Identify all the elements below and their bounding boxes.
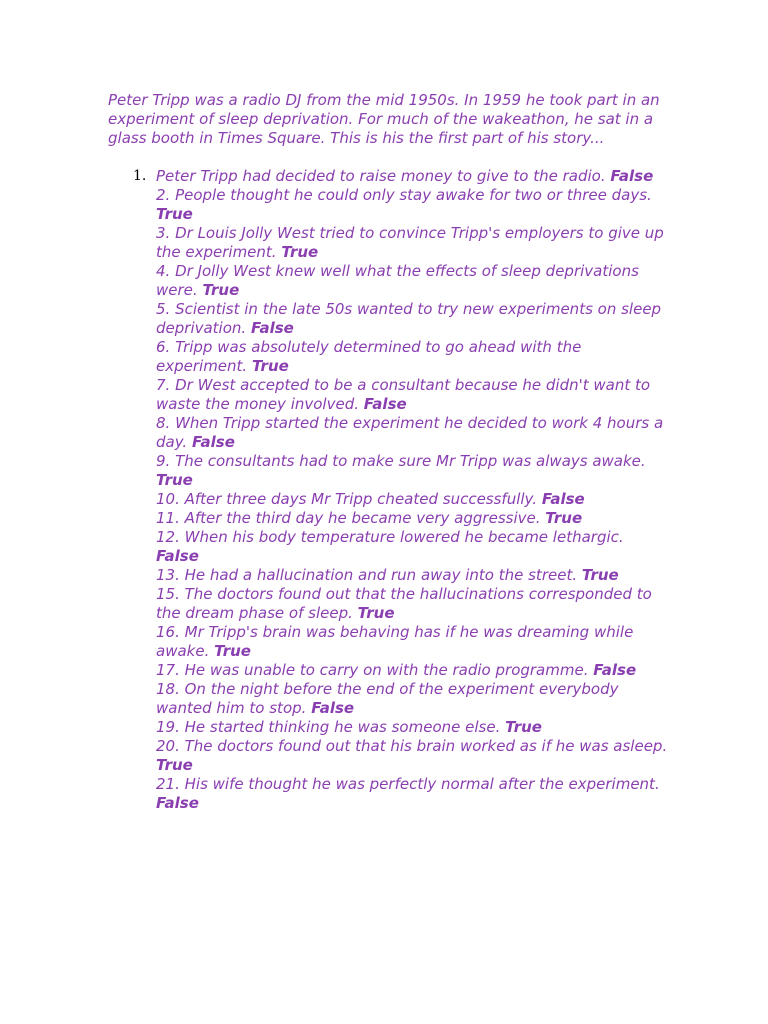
statement-text: Peter Tripp had decided to raise money to give to the radio.	[156, 167, 606, 185]
list-marker: 1.	[133, 168, 147, 184]
statement-answer: False	[541, 490, 585, 508]
statement-text: 17. He was unable to carry on with the radio programme.	[156, 661, 589, 679]
statement-item	[156, 376, 668, 414]
statement-item	[156, 737, 668, 775]
statement-item	[156, 490, 668, 509]
statement-answer: True	[281, 243, 319, 261]
statement-answer: True	[202, 281, 240, 299]
statement-item	[156, 623, 668, 661]
statement-text: 8. When Tripp started the experiment he decided to work 4 hours a day.	[156, 414, 664, 451]
statement-answer: True	[505, 718, 542, 736]
statement-answer: False	[363, 395, 407, 413]
statement-text: 10. After three days Mr Tripp cheated successfully.	[156, 490, 538, 508]
statement-text: 5. Scientist in the late 50s wanted to try new experiments on sleep deprivation.	[156, 300, 662, 337]
statement-list	[108, 167, 668, 813]
statement-item	[156, 300, 668, 338]
statement-answer: False	[156, 547, 199, 565]
statement-answer: False	[250, 319, 294, 337]
statement-answer: True	[156, 471, 193, 489]
statement-answer: False	[191, 433, 235, 451]
statement-text: 2. People thought he could only stay awake for two or three days.	[156, 186, 652, 204]
statement-text: 19. He started thinking he was someone else.	[156, 718, 501, 736]
statement-answer: True	[156, 205, 193, 223]
statement-text: 6. Tripp was absolutely determined to go ahead with the experiment.	[156, 338, 582, 375]
statement-text: 13. He had a hallucination and run away into the street.	[156, 566, 578, 584]
statement-item	[156, 509, 668, 528]
statement-text: 21. His wife thought he was perfectly normal after the experiment.	[156, 775, 660, 793]
statement-answer: False	[311, 699, 355, 717]
statement-text: 18. On the night before the end of the experiment everybody wanted him to stop.	[156, 680, 619, 717]
statement-item	[156, 718, 668, 737]
statement-item	[156, 452, 668, 490]
statement-item	[156, 775, 668, 813]
statement-item	[156, 167, 668, 186]
statement-text: 3. Dr Louis Jolly West tried to convince Tripp's employers to give up the experiment.	[156, 224, 664, 261]
statement-answer: False	[610, 167, 654, 185]
document-page	[108, 91, 668, 813]
statement-answer: True	[545, 509, 583, 527]
statement-answer: False	[593, 661, 637, 679]
statement-item	[156, 262, 668, 300]
statement-item	[156, 528, 668, 566]
statement-item	[156, 680, 668, 718]
intro-paragraph: Peter Tripp was a radio DJ from the mid 1950s. In 1959 he took part in an experiment of sleep deprivation. For much of the wakeathon, he sat in a glass booth in Times Square. This is his the first part of his story...	[108, 91, 660, 147]
statement-answer: True	[214, 642, 251, 660]
statement-text: 9. The consultants had to make sure Mr Tripp was always awake.	[156, 452, 646, 470]
statement-item	[156, 224, 668, 262]
statement-text: 4. Dr Jolly West knew well what the effects of sleep deprivations were.	[156, 262, 639, 299]
statement-text: 12. When his body temperature lowered he became lethargic.	[156, 528, 624, 546]
statement-text: 11. After the third day he became very aggressive.	[156, 509, 541, 527]
statement-item	[156, 186, 668, 224]
statement-text: 7. Dr West accepted to be a consultant because he didn't want to waste the money involved.	[156, 376, 651, 413]
statement-text: 20. The doctors found out that his brain worked as if he was asleep.	[156, 737, 668, 755]
statement-answer: True	[581, 566, 619, 584]
statement-items	[156, 167, 668, 813]
statement-item	[156, 338, 668, 376]
statement-text: 16. Mr Tripp's brain was behaving has if he was dreaming while awake.	[156, 623, 634, 660]
statement-answer: True	[251, 357, 289, 375]
statement-item	[156, 566, 668, 585]
statement-item	[156, 585, 668, 623]
statement-item	[156, 661, 668, 680]
statement-answer: True	[156, 756, 193, 774]
statement-answer: False	[156, 794, 199, 812]
statement-text: 15. The doctors found out that the hallucinations corresponded to the dream phase of sleep.	[156, 585, 652, 622]
statement-answer: True	[357, 604, 395, 622]
statement-item	[156, 414, 668, 452]
